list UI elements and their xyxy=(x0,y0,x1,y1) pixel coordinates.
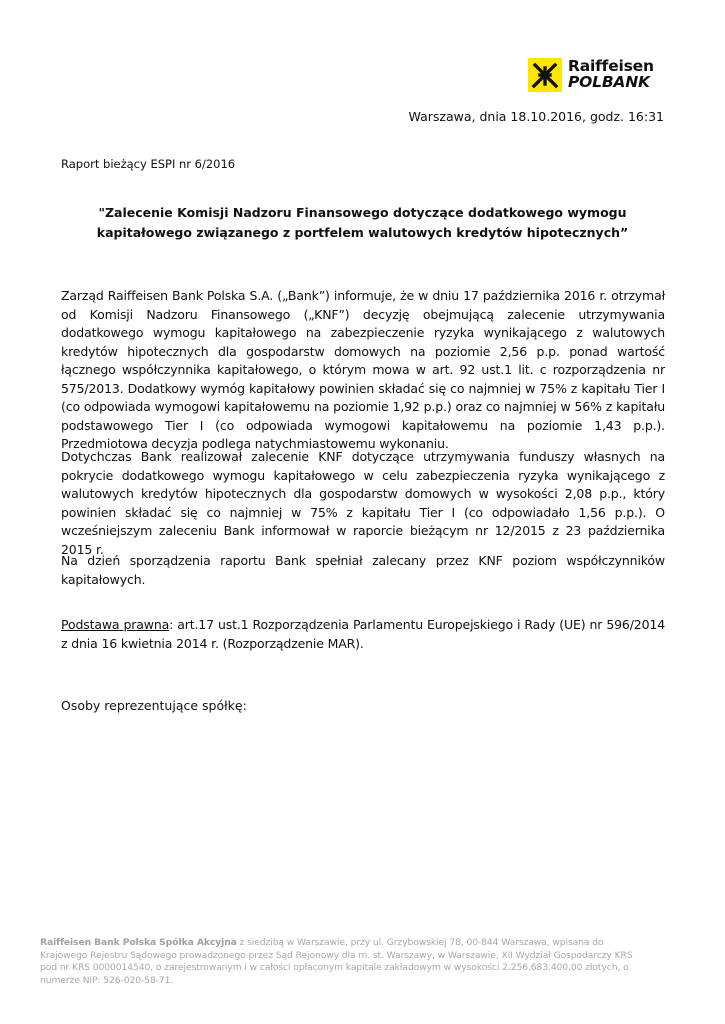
legal-basis-label: Podstawa prawna xyxy=(61,617,170,632)
footer-company-name: Raiffeisen Bank Polska Spółka Akcyjna xyxy=(40,937,237,948)
raiffeisen-gable-cross-icon xyxy=(528,58,562,92)
date-line: Warszawa, dnia 18.10.2016, godz. 16:31 xyxy=(408,109,664,124)
footer-registration-text: z siedzibą w Warszawie, przy ul. Grzybowskiej 78, 00-844 Warszawa, wpisana do Krajowego Rejestru Sądowego prowadzonego przez Sąd Rejonowy dla m. st. Warszawy, w Warszawie, XII Wydział Gospodarczy KRS pod nr KRS 0000014540, o zarejestrowanym i w całości opłaconym kapitale zakładowym w wysokości 2.256.683.400,00 złotych, o numerze NIP: 526-020-58-71. xyxy=(40,937,633,986)
logo-text-raiffeisen: Raiffeisen xyxy=(568,57,654,75)
body-paragraph-2: Dotychczas Bank realizował zalecenie KNF dotyczące utrzymywania funduszy własnych na pokrycie dodatkowego wymogu kapitałowego w celu zabezpieczenia ryzyka wynikającego z walutowych kredytów hipotecznych dla gospodarstw domowych w wysokości 2,08 p.p., który powinien składać się co najmniej w 75% z kapitału Tier I (co odpowiadało 1,56 p.p.). O wcześniejszym zaleceniu Bank informował w raporcie bieżącym nr 12/2015 z 23 października 2015 r. xyxy=(61,449,665,557)
legal-basis-text: : art.17 ust.1 Rozporządzenia Parlamentu Europejskiego i Rady (UE) nr 596/2014 z dnia 16 kwietnia 2014 r. (Rozporządzenie MAR). xyxy=(61,617,665,651)
logo-text-polbank: POLBANK xyxy=(568,73,650,91)
footer xyxy=(40,937,652,987)
body-paragraph-1: Zarząd Raiffeisen Bank Polska S.A. („Bank”) informuje, że w dniu 17 października 2016 r. otrzymał od Komisji Nadzoru Finansowego („KNF”) decyzję obejmującą zalecenie utrzymywania dodatkowego wymogu kapitałowego na zabezpieczenie ryzyka wynikającego z walutowych kredytów hipotecznych dla gospodarstw domowych na poziomie 2,56 p.p. ponad wartość łącznego współczynnika kapitałowego, o którym mowa w art. 92 ust.1 lit. c rozporządzenia nr 575/2013. Dodatkowy wymóg kapitałowy powinien składać się co najmniej w 75% z kapitału Tier I (co odpowiada wymogowi kapitałowemu na poziomie 1,92 p.p.) oraz co najmniej w 56% z kapitału podstawowego Tier I (co odpowiada wymogowi kapitałowemu na poziomie 1,43 p.p.). Przedmiotowa decyzja podlega natychmiastowemu wykonaniu. xyxy=(61,288,665,451)
bank-logo xyxy=(528,57,654,94)
report-number: Raport bieżący ESPI nr 6/2016 xyxy=(61,157,236,171)
report-title: "Zalecenie Komisji Nadzoru Finansowego dotyczące dodatkowego wymogu kapitałowego związanego z portfelem walutowych kredytów hipotecznych” xyxy=(96,205,629,240)
legal-basis xyxy=(61,616,665,653)
body-paragraph-3: Na dzień sporządzenia raportu Bank spełniał zalecany przez KNF poziom współczynników kapitałowych. xyxy=(61,553,665,587)
signers-line: Osoby reprezentujące spółkę: xyxy=(61,698,247,713)
